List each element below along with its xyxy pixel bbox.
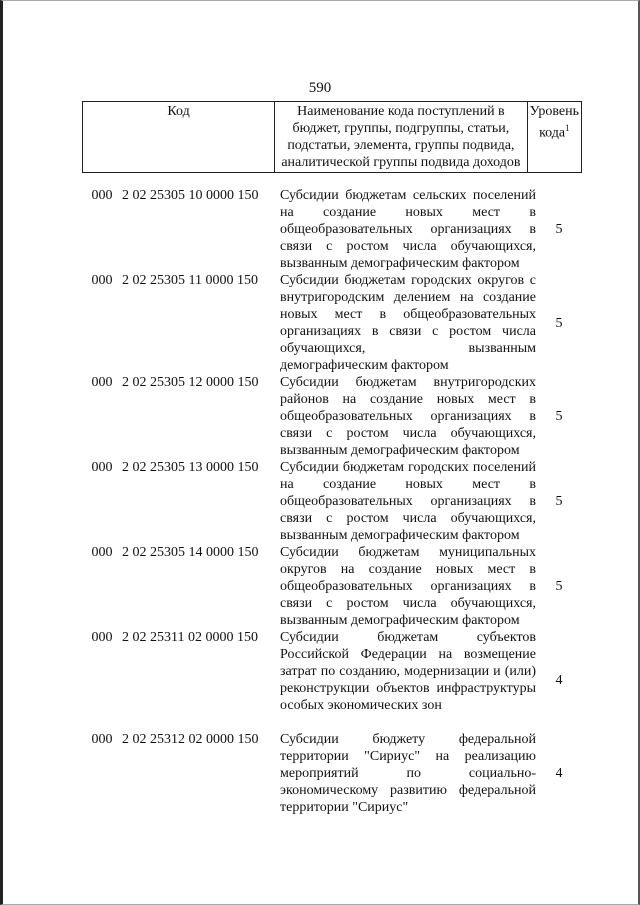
row-description: Субсидии бюджетам сельских поселений на создание новых мест в общеобразовательных организациях в связи с ростом числа обучающихся, вызванным демографическим фактором bbox=[280, 188, 536, 271]
header-level-label: Уровень кода bbox=[529, 104, 579, 141]
header-level bbox=[527, 102, 581, 173]
table-row bbox=[82, 459, 582, 544]
row-description: Субсидии бюджетам городских округов с внутригородским делением на создание новых мест в общеобразовательных организациях в связи с ростом числа обучающихся, вызванным демографическим фактором bbox=[280, 273, 536, 373]
row-description: Субсидии бюджетам городских поселений на создание новых мест в общеобразовательных организациях в связи с ростом числа обучающихся, вызванным демографическим фактором bbox=[280, 460, 536, 543]
row-level: 4 bbox=[555, 766, 563, 781]
row-description: Субсидии бюджетам субъектов Российской Федерации на возмещение затрат по созданию, модернизации и (или) реконструкции объектов инфраструктуры особых экономических зон bbox=[280, 630, 536, 713]
table-header bbox=[82, 101, 582, 173]
header-code: Код bbox=[83, 102, 275, 173]
table-row bbox=[82, 272, 582, 374]
row-prefix: 000 bbox=[91, 460, 113, 475]
row-prefix: 000 bbox=[91, 188, 113, 203]
table-row bbox=[82, 629, 582, 731]
row-description: Субсидии бюджетам муниципальных округов на создание новых мест в общеобразовательных организациях в связи с ростом числа обучающихся, вызванным демографическим фактором bbox=[280, 545, 536, 628]
row-level: 5 bbox=[555, 222, 563, 237]
row-prefix: 000 bbox=[91, 375, 113, 390]
row-code: 2 02 25305 13 0000 150 bbox=[122, 460, 259, 475]
row-prefix: 000 bbox=[91, 273, 113, 288]
row-code: 2 02 25305 12 0000 150 bbox=[122, 375, 259, 390]
row-code: 2 02 25312 02 0000 150 bbox=[122, 732, 259, 747]
header-level-footnote: 1 bbox=[565, 123, 570, 133]
row-level: 5 bbox=[555, 579, 563, 594]
header-name: Наименование кода поступлений в бюджет, группы, подгруппы, статьи, подстатьи, элемента, группы подвида, аналитической группы подвида доходов bbox=[275, 102, 528, 173]
table-row bbox=[82, 731, 582, 816]
row-prefix: 000 bbox=[91, 630, 113, 645]
row-code: 2 02 25305 11 0000 150 bbox=[122, 273, 258, 288]
row-level: 4 bbox=[555, 672, 563, 688]
row-level: 5 bbox=[555, 494, 563, 509]
row-code: 2 02 25305 10 0000 150 bbox=[122, 188, 259, 203]
table-row bbox=[82, 187, 582, 272]
table-body bbox=[82, 187, 582, 816]
row-description: Субсидии бюджету федеральной территории "Сириус" на реализацию мероприятий по социально-экономическому развитию федеральной территории "Сириус" bbox=[280, 732, 536, 815]
row-code: 2 02 25305 14 0000 150 bbox=[122, 545, 259, 560]
row-prefix: 000 bbox=[91, 732, 113, 747]
page-number: 590 bbox=[308, 80, 332, 96]
table-row bbox=[82, 374, 582, 459]
row-level: 5 bbox=[555, 315, 563, 331]
row-description: Субсидии бюджетам внутригородских районов на создание новых мест в общеобразовательных организациях в связи с ростом числа обучающихся, вызванным демографическим фактором bbox=[280, 375, 536, 458]
row-level: 5 bbox=[555, 409, 563, 424]
row-prefix: 000 bbox=[91, 545, 113, 560]
row-code: 2 02 25311 02 0000 150 bbox=[122, 630, 258, 645]
table-row bbox=[82, 544, 582, 629]
